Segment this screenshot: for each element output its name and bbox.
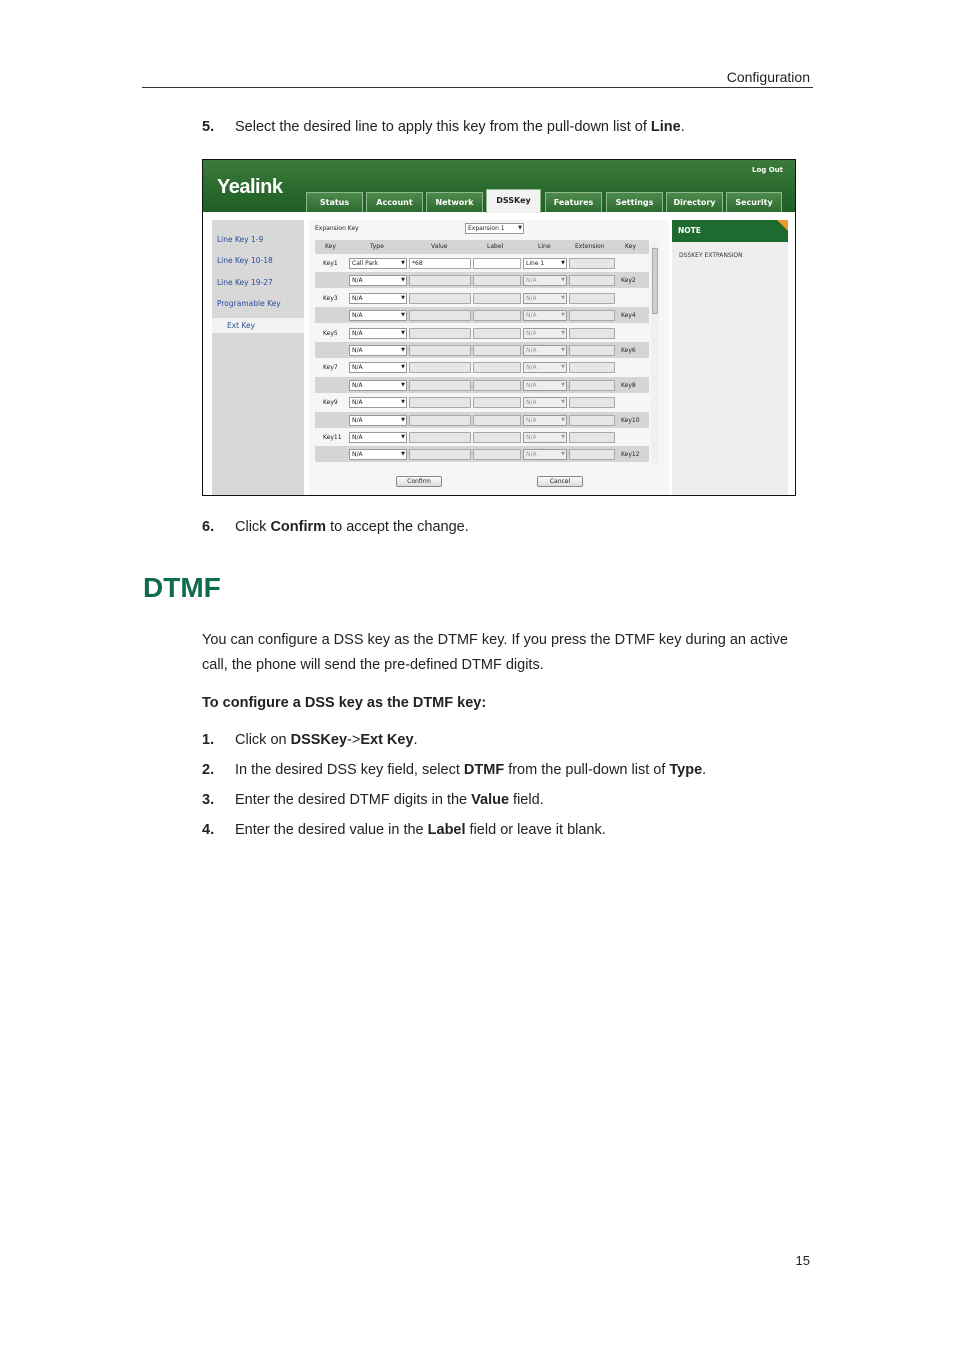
step-text: .	[702, 762, 707, 778]
tab-account[interactable]: Account	[366, 192, 423, 212]
tab-dsskey[interactable]: DSSKey	[486, 189, 541, 213]
type-select[interactable]	[349, 275, 407, 286]
dtmf-step-3	[202, 792, 544, 808]
tab-features[interactable]: Features	[545, 192, 602, 212]
type-select-value: Call Park	[352, 260, 379, 267]
sidebar-item-programable-key[interactable]: Programable Key	[217, 299, 281, 308]
value-input-text: *68	[412, 260, 423, 267]
step-text: Enter the desired value in the	[235, 822, 428, 838]
type-select-value: N/A	[352, 294, 363, 302]
extension-input[interactable]	[569, 310, 615, 321]
running-header: Configuration	[726, 69, 810, 85]
extension-input[interactable]	[569, 328, 615, 339]
chevron-down-icon: ▼	[561, 364, 565, 371]
chevron-down-icon: ▼	[401, 312, 405, 319]
tab-status[interactable]: Status	[306, 192, 363, 212]
sidebar-item-line-key-10-18[interactable]: Line Key 10-18	[217, 256, 273, 265]
line-select[interactable]	[523, 293, 567, 304]
step-text: Click	[235, 519, 271, 535]
chevron-down-icon: ▼	[561, 416, 565, 423]
line-select-value: N/A	[526, 381, 537, 389]
type-select-value: N/A	[352, 312, 363, 320]
sidebar-item-line-key-1-9[interactable]: Line Key 1-9	[217, 235, 264, 244]
chevron-down-icon: ▼	[561, 277, 565, 284]
step-number: 2.	[202, 762, 215, 778]
type-select[interactable]	[349, 362, 407, 373]
confirm-button[interactable]: Confirm	[396, 476, 442, 487]
value-input[interactable]	[409, 397, 471, 408]
label-input[interactable]	[473, 362, 521, 373]
extension-input[interactable]	[569, 449, 615, 460]
left-key-label: Key9	[323, 399, 338, 407]
label-input[interactable]	[473, 432, 521, 443]
line-select-value: N/A	[526, 399, 537, 407]
table-row	[315, 307, 649, 323]
extension-input[interactable]	[569, 258, 615, 269]
left-key-label: Key5	[323, 329, 338, 337]
left-key-label: Key3	[323, 294, 338, 302]
col-line: Line	[538, 243, 551, 250]
step-number: 5.	[202, 119, 215, 135]
step-text: from the pull-down list of	[504, 762, 670, 778]
chevron-down-icon: ▼	[561, 399, 565, 406]
type-select[interactable]	[349, 432, 407, 443]
label-input[interactable]	[473, 328, 521, 339]
section-title: DTMF	[143, 572, 221, 603]
step-text: field or leave it blank.	[465, 822, 606, 838]
step-text-end: .	[680, 119, 685, 135]
step-6	[202, 519, 469, 535]
dtmf-step-2	[202, 762, 706, 778]
extension-input[interactable]	[569, 362, 615, 373]
chevron-down-icon: ▼	[561, 260, 565, 266]
step-text: field.	[509, 792, 544, 808]
table-row	[315, 394, 649, 410]
right-key-label: Key8	[621, 381, 636, 389]
value-input[interactable]	[409, 258, 471, 269]
table-row	[315, 412, 649, 428]
line-select-value: N/A	[526, 451, 537, 459]
chevron-down-icon: ▼	[401, 399, 405, 406]
line-select-value: N/A	[526, 312, 537, 320]
value-input[interactable]	[409, 380, 471, 391]
step-bold: Ext Key	[360, 732, 414, 748]
line-select[interactable]	[523, 275, 567, 286]
label-input[interactable]	[473, 293, 521, 304]
chevron-down-icon: ▼	[401, 329, 405, 336]
type-select-value: N/A	[352, 451, 363, 459]
type-select-value: N/A	[352, 416, 363, 424]
value-input[interactable]	[409, 415, 471, 426]
type-select[interactable]	[349, 258, 407, 269]
header-rule	[142, 87, 813, 88]
type-select-value: N/A	[352, 364, 363, 372]
step-text: Click on	[235, 732, 291, 748]
line-select-value: N/A	[526, 347, 537, 354]
extension-input[interactable]	[569, 345, 615, 356]
table-row	[315, 342, 649, 358]
line-select-value: N/A	[526, 434, 537, 441]
table-row	[315, 446, 649, 462]
line-select-value: N/A	[526, 364, 537, 372]
line-select-value: N/A	[526, 416, 537, 424]
type-select[interactable]	[349, 328, 407, 339]
label-input[interactable]	[473, 380, 521, 391]
type-select-value: N/A	[352, 329, 363, 337]
label-input[interactable]	[473, 397, 521, 408]
type-select-value: N/A	[352, 277, 363, 285]
value-input[interactable]	[409, 449, 471, 460]
value-input[interactable]	[409, 362, 471, 373]
chevron-down-icon: ▼	[561, 347, 565, 353]
line-select[interactable]	[523, 380, 567, 391]
type-select[interactable]	[349, 397, 407, 408]
section-intro: You can configure a DSS key as the DTMF key. If you press the DTMF key during an active call, the phone will send the pre-defined DTMF digits.	[202, 632, 788, 673]
extension-input[interactable]	[569, 397, 615, 408]
label-input[interactable]	[473, 415, 521, 426]
step-text: Select the desired line to apply this key from the pull-down list of	[235, 119, 651, 135]
line-select[interactable]	[523, 432, 567, 443]
sidebar-item-line-key-19-27[interactable]: Line Key 19-27	[217, 278, 273, 287]
label-input[interactable]	[473, 310, 521, 321]
step-bold: Type	[669, 762, 703, 778]
type-select-value: N/A	[352, 434, 363, 441]
line-select[interactable]	[523, 449, 567, 460]
step-bold: Line	[650, 119, 681, 135]
cancel-button[interactable]: Cancel	[537, 476, 583, 487]
chevron-down-icon: ▼	[401, 451, 405, 458]
right-key-label: Key2	[621, 277, 636, 285]
type-select[interactable]	[349, 310, 407, 321]
dtmf-step-4	[202, 822, 606, 838]
extension-input[interactable]	[569, 275, 615, 286]
step-text: .	[413, 732, 418, 748]
chevron-down-icon: ▼	[561, 294, 565, 301]
col-key: Key	[325, 243, 336, 250]
chevron-down-icon: ▼	[561, 381, 565, 388]
col-extension: Extension	[575, 243, 605, 250]
chevron-down-icon: ▼	[401, 277, 405, 284]
step-number: 1.	[202, 732, 215, 748]
table-row	[315, 255, 649, 271]
left-key-label: Key11	[323, 434, 342, 441]
extension-input[interactable]	[569, 380, 615, 391]
expansion-select[interactable]	[465, 223, 524, 234]
value-input[interactable]	[409, 328, 471, 339]
left-key-label: Key1	[323, 260, 338, 267]
page-number: 15	[795, 1253, 810, 1268]
chevron-down-icon: ▼	[401, 416, 405, 423]
step-text: Enter the desired DTMF digits in the	[235, 792, 472, 808]
sidebar-item-ext-key[interactable]: Ext Key	[212, 318, 304, 333]
chevron-down-icon: ▼	[561, 312, 565, 319]
step-text: ->	[347, 732, 361, 748]
tab-settings[interactable]: Settings	[606, 192, 663, 212]
note-panel	[672, 220, 788, 495]
value-input[interactable]	[409, 275, 471, 286]
line-select-value: N/A	[526, 294, 537, 302]
chevron-down-icon: ▼	[401, 260, 405, 266]
table-row	[315, 359, 649, 375]
extension-input[interactable]	[569, 415, 615, 426]
line-select[interactable]	[523, 310, 567, 321]
right-key-label: Key10	[621, 416, 640, 424]
note-corner-icon	[777, 220, 788, 231]
line-select[interactable]	[523, 397, 567, 408]
step-number: 4.	[202, 822, 215, 838]
chevron-down-icon: ▼	[401, 381, 405, 388]
logout-link[interactable]: Log Out	[752, 166, 783, 174]
line-select-value: N/A	[526, 329, 537, 337]
line-select[interactable]	[523, 328, 567, 339]
line-select[interactable]	[523, 258, 567, 269]
extension-input[interactable]	[569, 432, 615, 443]
type-select-value: N/A	[352, 381, 363, 389]
right-key-label: Key6	[621, 347, 636, 354]
type-select[interactable]	[349, 415, 407, 426]
type-select[interactable]	[349, 449, 407, 460]
right-key-label: Key12	[621, 451, 640, 459]
value-input[interactable]	[409, 345, 471, 356]
chevron-down-icon: ▼	[518, 225, 522, 231]
tab-security[interactable]: Security	[726, 192, 782, 212]
label-input[interactable]	[473, 449, 521, 460]
scrollbar-thumb[interactable]	[652, 248, 658, 314]
table-row	[315, 272, 649, 288]
step-text-end: to accept the change.	[326, 519, 469, 535]
step-text: In the desired DSS key field, select	[235, 762, 464, 778]
step-number: 3.	[202, 792, 215, 808]
step-bold: DTMF	[463, 762, 505, 778]
chevron-down-icon: ▼	[401, 294, 405, 301]
step-bold: Label	[427, 822, 466, 838]
col-label: Label	[487, 243, 504, 250]
chevron-down-icon: ▼	[401, 364, 405, 371]
table-row	[315, 325, 649, 341]
chevron-down-icon: ▼	[401, 434, 405, 440]
table-row	[315, 429, 649, 445]
procedure-title: To configure a DSS key as the DTMF key:	[202, 695, 487, 711]
note-title: NOTE	[672, 220, 788, 242]
label-input[interactable]	[473, 345, 521, 356]
step-number: 6.	[202, 519, 215, 535]
right-key-label: Key4	[621, 312, 636, 320]
step-bold: Confirm	[270, 519, 327, 535]
label-input[interactable]	[473, 275, 521, 286]
value-input[interactable]	[409, 310, 471, 321]
col-key-right: Key	[625, 243, 636, 250]
tab-directory[interactable]: Directory	[666, 192, 723, 212]
type-select[interactable]	[349, 345, 407, 356]
value-input[interactable]	[409, 293, 471, 304]
chevron-down-icon: ▼	[561, 329, 565, 336]
line-select[interactable]	[523, 415, 567, 426]
table-row	[315, 377, 649, 393]
chevron-down-icon: ▼	[561, 451, 565, 458]
chevron-down-icon: ▼	[561, 434, 565, 440]
tab-network[interactable]: Network	[426, 192, 483, 212]
expansion-select-value: Expansion 1	[468, 225, 505, 232]
type-select-value: N/A	[352, 347, 363, 354]
type-select[interactable]	[349, 380, 407, 391]
type-select[interactable]	[349, 293, 407, 304]
col-type: Type	[370, 243, 384, 250]
label-input[interactable]	[473, 258, 521, 269]
yealink-logo: Yealink	[217, 176, 283, 198]
left-key-label: Key7	[323, 364, 338, 372]
extension-input[interactable]	[569, 293, 615, 304]
note-text: DSSKEY EXTPANSION	[679, 252, 743, 259]
step-bold: Value	[471, 792, 510, 808]
step-5	[202, 119, 685, 135]
col-value: Value	[431, 243, 448, 250]
dtmf-step-1	[202, 732, 418, 748]
type-select-value: N/A	[352, 399, 363, 407]
chevron-down-icon: ▼	[401, 347, 405, 353]
table-row	[315, 290, 649, 306]
web-ui-screenshot	[202, 159, 796, 496]
line-select-value: Line 1	[526, 260, 545, 267]
line-select-value: N/A	[526, 277, 537, 285]
value-input[interactable]	[409, 432, 471, 443]
line-select[interactable]	[523, 345, 567, 356]
line-select[interactable]	[523, 362, 567, 373]
expansion-key-label: Expansion Key	[315, 225, 359, 232]
step-bold: DSSKey	[290, 732, 348, 748]
